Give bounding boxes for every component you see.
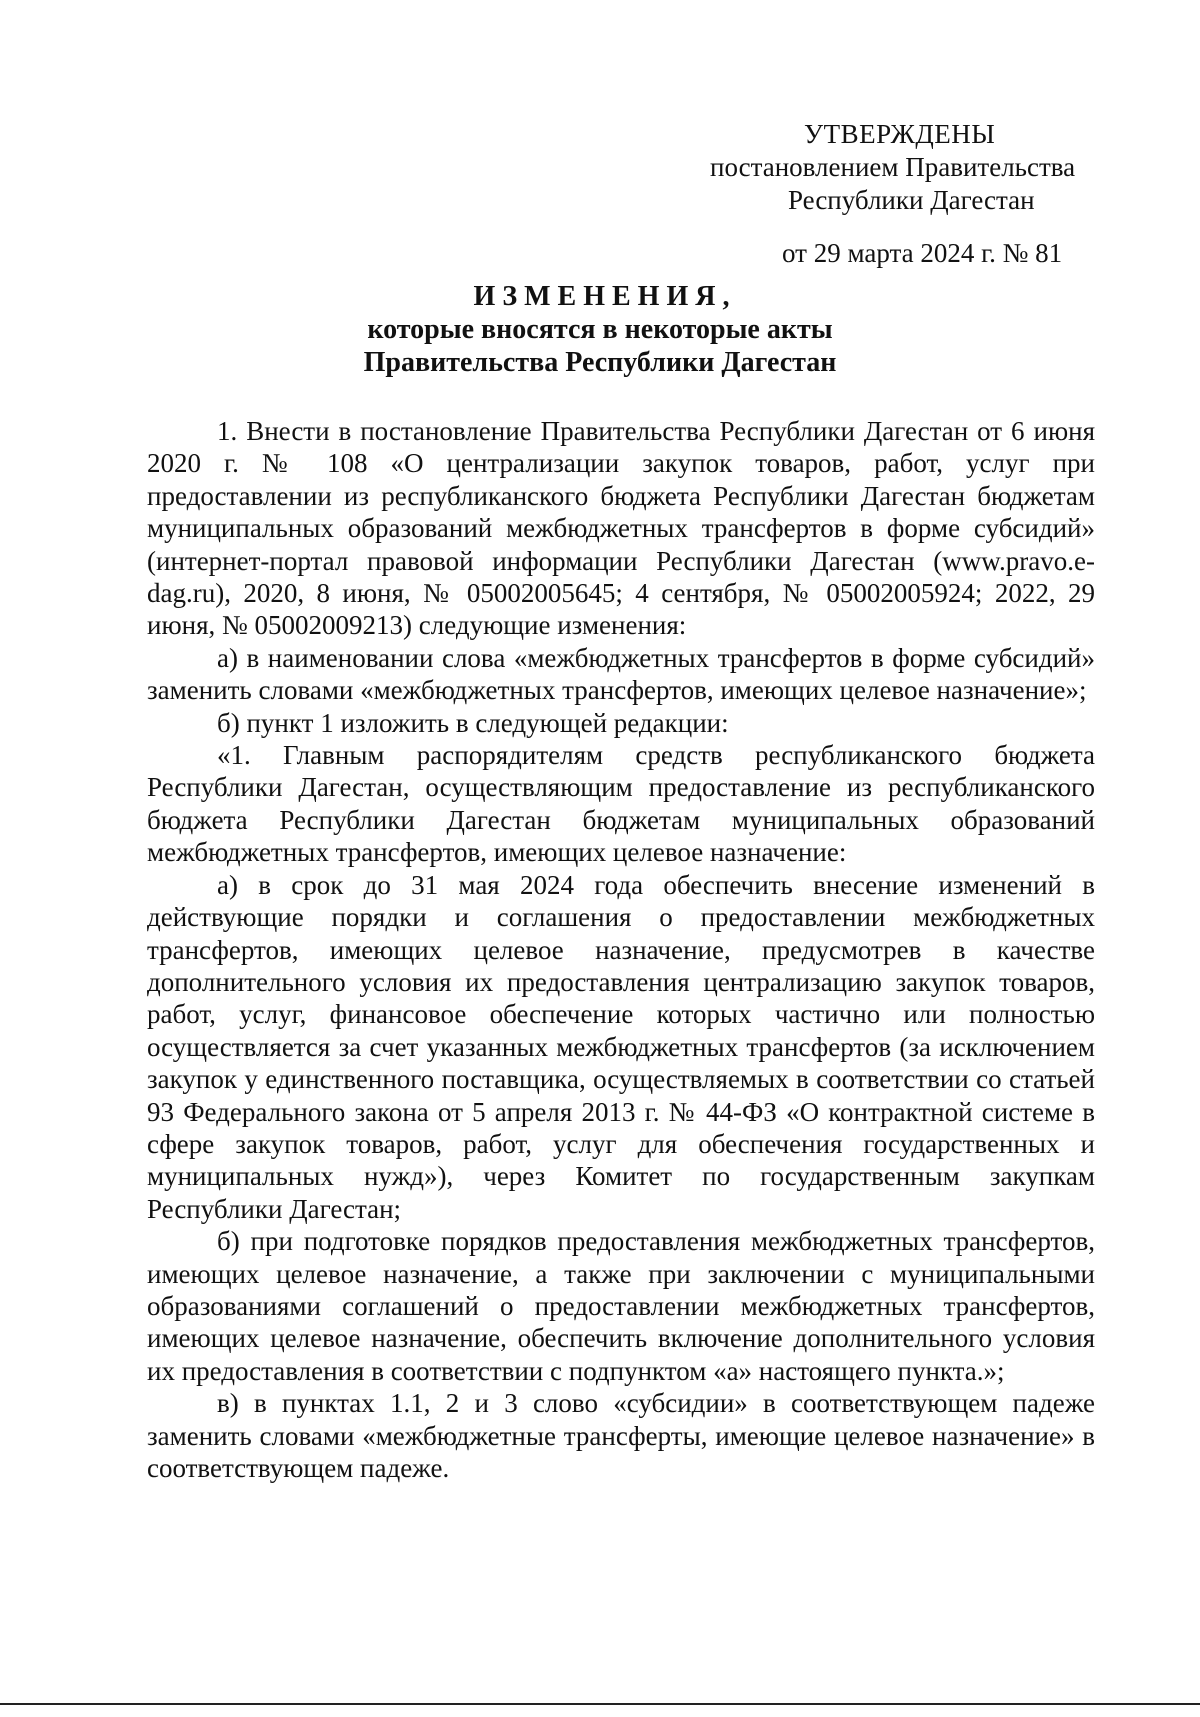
- paragraph-1a: а) в наименовании слова «межбюджетных трансфертов в форме субсидий» заменить словами «межбюджетных трансфертов, имеющих целевое назначение»;: [147, 642, 1095, 706]
- paragraph-1c: в) в пунктах 1.1, 2 и 3 слово «субсидии» в соответствующем падеже заменить словами «межбюджетные трансферты, имеющие целевое назначение» в соответствующем падеже.: [147, 1388, 1095, 1483]
- title-subtitle: которые вносятся в некоторые акты: [367, 314, 833, 345]
- approval-stamp-block: [700, 118, 1100, 270]
- approval-region-line: Республики Дагестан: [788, 185, 1035, 215]
- title-subtitle-2: Правительства Республики Дагестан: [363, 347, 837, 378]
- document-body: [147, 415, 1095, 1484]
- paragraph-1b: б) пункт 1 изложить в следующей редакции:: [217, 707, 729, 738]
- title-main: ИЗМЕНЕНИЯ,: [473, 281, 737, 312]
- paragraph-1: 1. Внести в постановление Правительства Республики Дагестан от 6 июня 2020 г. № 108 «О централизации закупок товаров, работ, услуг при предоставлении из республиканского бюджета Республики Дагестан бюджетам муниципальных образований межбюджетных трансфертов в форме субсидий» (интернет-портал правовой информации Республики Дагестан (www.pravo.e-dag.ru), 2020, 8 июня, № 05002005645; 4 сентября, № 05002005924; 2022, 29 июня, № 05002009213) следующие изменения:: [147, 416, 1095, 641]
- approval-issuer-line: постановлением Правительства: [710, 152, 1076, 182]
- paragraph-quoted-1b: б) при подготовке порядков предоставления межбюджетных трансфертов, имеющих целевое назначение, а также при заключении с муниципальными образованиями соглашений о предоставлении межбюджетных трансфертов, имеющих целевое назначение, обеспечить включение дополнительного условия их предоставления в соответствии с подпунктом «а» настоящего пункта.»;: [147, 1226, 1095, 1386]
- page-bottom-rule: [0, 1703, 1200, 1705]
- approval-date-number: от 29 марта 2024 г. № 81: [782, 238, 1063, 268]
- paragraph-quoted-1a: а) в срок до 31 мая 2024 года обеспечить внесение изменений в действующие порядки и соглашения о предоставлении межбюджетных трансфертов, имеющих целевое назначение, предусмотрев в качестве дополнительного условия их предоставления централизацию закупок товаров, работ, услуг, финансовое обеспечение которых частично или полностью осуществляется за счет указанных межбюджетных трансфертов (за исключением закупок у единственного поставщика, осуществляемых в соответствии со статьей 93 Федерального закона от 5 апреля 2013 г. № 44-ФЗ «О контрактной системе в сфере закупок товаров, работ, услуг для обеспечения государственных и муниципальных нужд»), через Комитет по государственным закупкам Республики Дагестан;: [147, 869, 1095, 1224]
- document-title: [0, 280, 1200, 379]
- paragraph-quoted-1: «1. Главным распорядителям средств республиканского бюджета Республики Дагестан, осуществляющим предоставление из республиканского бюджета Республики Дагестан бюджетам муниципальных образований межбюджетных трансфертов, имеющих целевое назначение:: [147, 740, 1095, 868]
- approval-heading: УТВЕРЖДЕНЫ: [804, 119, 996, 149]
